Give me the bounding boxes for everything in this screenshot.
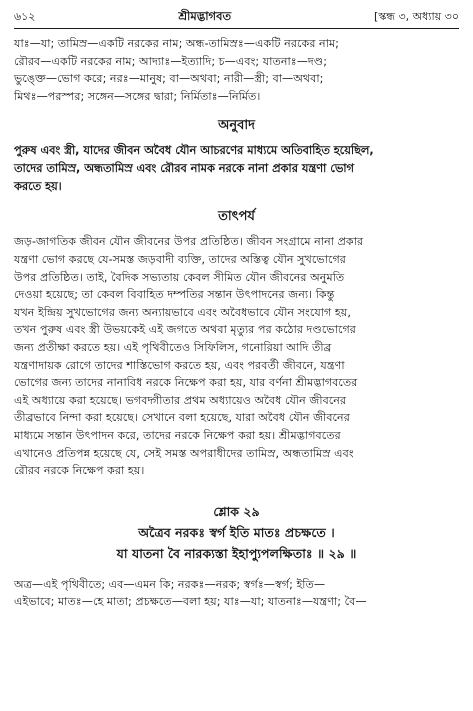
translation-line: করতে হয়। — [14, 180, 62, 194]
purport-line: ভোগের জন্য তাদের নানাবিধ নরকে নিক্ষেপ করা হয়, যার বর্ণনা শ্রীমদ্ভাগবতের — [14, 376, 358, 390]
word-by-word-line: রৌরব—একটি নরকের নাম; আদ্যাঃ—ইত্যাদি; চ—এবং; যাতনাঃ—দণ্ড; — [14, 54, 328, 68]
purport-line: রৌরব নরকে নিক্ষেপ করা হয়। — [14, 464, 145, 478]
word-by-word-line: এইভাবে; মাতঃ—হে মাতা; প্রচক্ষতে—বলা হয়; যাঃ—যা; যাতনাঃ—যন্ত্রণা; বৈ— — [14, 595, 367, 609]
page-number: ৬১২ — [14, 10, 36, 23]
verse-line: যা যাতনা বৈ নারক্যস্তা ইহাপ্যুপলক্ষিতাঃ ॥ ২৯ ॥ — [116, 545, 357, 561]
purport-line: যন্ত্রণাদায়ক রোগে তাদের শাস্তিভোগ করতে হয়, এবং পরবর্তী জীবনে, যন্ত্রণা — [14, 358, 345, 372]
word-by-word-line: অত্র—এই পৃথিবীতে; এব—এমন কি; নরকঃ—নরক; স্বর্গঃ—স্বর্গ; ইতি— — [14, 577, 326, 591]
verse-line: অত্রৈব নরকঃ স্বর্গ ইতি মাতঃ প্রচক্ষতে । — [138, 524, 335, 540]
purport-line: যখন ইন্দ্রিয় সুখভোগের জন্য অন্যায়ভাবে এবং অবৈধভাবে যৌন সংযোগ হয়, — [14, 305, 351, 319]
purport-line: উপর প্রতিষ্ঠিত। তাই, বৈদিক সভ্যতায় কেবল সীমিত যৌন জীবনের অনুমতি — [14, 270, 345, 284]
word-by-word-line: ভুঙ্ক্তে—ভোগ করে; নরঃ—মানুষ; বা—অথবা; নারী—স্ত্রী; বা—অথবা; — [14, 72, 324, 86]
purport-line: দেওয়া হয়েছে; তা কেবল বিবাহিত দম্পতির সন্তান উৎপাদনের জন্য। কিন্তু — [14, 288, 335, 302]
purport-line: জন্য প্রতীক্ষা করতে হয়। এই পৃথিবীতেও সিফিলিস, গনোরিয়া আদি তীব্র — [14, 340, 332, 354]
translation-line: পুরুষ এবং স্ত্রী, যাদের জীবন অবৈধ যৌন আচরণের মাধ্যমে অতিবাহিত হয়েছিল, — [14, 144, 374, 158]
purport-line: তখন পুরুষ এবং স্ত্রী উভয়কেই এই জগতে অথবা মৃত্যুর পর কঠোর দণ্ডভোগের — [14, 323, 356, 337]
word-by-word-line: মিথঃ—পরস্পর; সঙ্গেন—সঙ্গের দ্বারা; নির্মিতাঃ—নির্মিত। — [14, 89, 261, 103]
translation-heading: অনুবাদ — [218, 118, 255, 134]
verse-text — [14, 522, 459, 564]
word-by-word-line: যাঃ—যা; তামিস্র—একটি নরকের নাম; অন্ধ-তামিস্রঃ—একটি নরকের নাম; — [14, 37, 339, 50]
verse-label: শ্লোক ২৯ — [213, 503, 260, 519]
purport-heading: তাৎপর্য — [218, 209, 255, 225]
word-by-word-bottom — [14, 576, 459, 611]
word-by-word-top — [14, 35, 459, 105]
purport-line: জড়-জাগতিক জীবন যৌন জীবনের উপর প্রতিষ্ঠিত। জীবন সংগ্রামে নানা প্রকার — [14, 235, 364, 249]
purport-line: তীব্রভাবে নিন্দা করা হয়েছে। সেখানে বলা হয়েছে, যারা অবৈধ যৌন জীবনের — [14, 411, 350, 425]
chapter-reference: [স্কন্ধ ৩, অধ্যায় ৩০ — [374, 10, 459, 23]
purport-text — [14, 233, 459, 479]
translation-line: তাদের তামিস্র, অন্ধতামিস্র এবং রৌরব নামক নরকে নানা প্রকার যন্ত্রণা ভোগ — [14, 162, 354, 176]
purport-line: এখানেও প্রতিপন্ন হয়েছে যে, সেই সমস্ত অপরাধীদের তামিস্র, অন্ধতামিস্র এবং — [14, 446, 354, 460]
purport-line: মাধ্যমে সন্তান উৎপাদন করে, তাদের নরকে নিক্ষেপ করা হয়। শ্রীমদ্ভাগবতের — [14, 428, 341, 442]
book-title: শ্রীমদ্ভাগবত — [178, 9, 232, 23]
purport-line: যন্ত্রণা ভোগ করছে যে-সমস্ত জড়বাদী ব্যক্তি, তাদের অস্তিত্ব যৌন সুখভোগের — [14, 252, 346, 266]
translation-text — [14, 142, 459, 196]
page-header — [14, 8, 459, 29]
purport-line: এই অধ্যায়ে করা হয়েছে। ভগবদ্গীতার প্রথম অধ্যায়েও অবৈধ যৌন জীবনের — [14, 393, 347, 407]
